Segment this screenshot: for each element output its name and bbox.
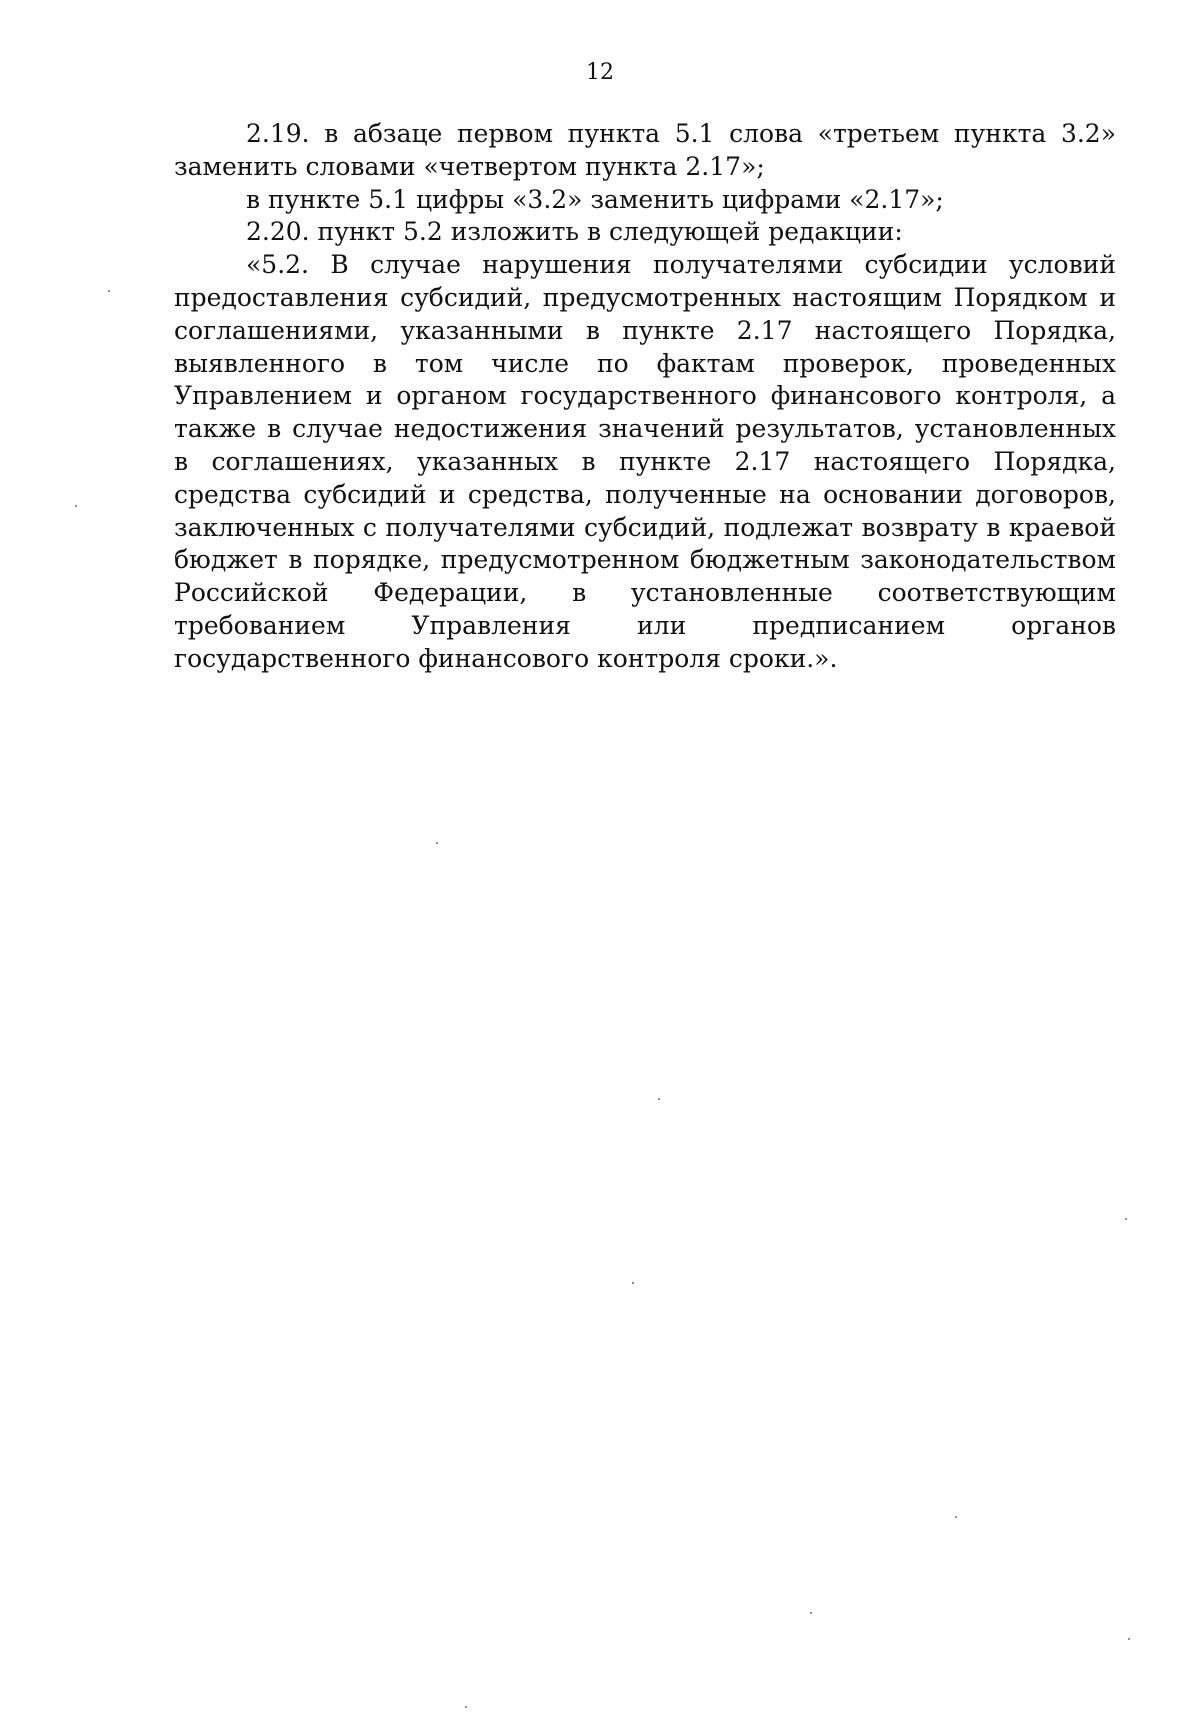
scan-speck (436, 842, 438, 844)
document-body (174, 118, 1116, 676)
scan-speck (955, 1516, 957, 1518)
scan-speck (75, 505, 77, 507)
scan-speck (1128, 1638, 1130, 1640)
scan-speck (465, 1706, 467, 1708)
scan-speck (108, 290, 110, 292)
scan-speck (658, 1098, 660, 1100)
paragraph-2-20: 2.20. пункт 5.2 изложить в следующей редакции: (246, 217, 903, 247)
paragraph-5-2-text: «5.2. В случае нарушения получателями субсидии условий предоставления субсидий, предусмотренных настоящим Порядком и соглашениями, указанными в пункте 2.17 настоящего Порядка, выявленного в том числе по фактам проверок, проведенных Управлением и органом государственного финансового контроля, а также в случае недостижения значений результатов, установленных в соглашениях, указанных в пункте 2.17 настоящего Порядка, средства субсидий и средства, полученные на основании договоров, заключенных с получателями субсидий, подлежат возврату в краевой бюджет в порядке, предусмотренном бюджетным законодательством Российской Федерации, в установленные соответствующим требованием Управления или предписанием органов государственного финансового контроля сроки.». (174, 250, 1116, 673)
page-number: 12 (586, 60, 614, 85)
scan-speck (632, 1282, 634, 1284)
paragraph-5-1-digits: в пункте 5.1 цифры «3.2» заменить цифрами «2.17»; (246, 184, 944, 214)
scan-speck (810, 1612, 812, 1614)
scan-speck (1125, 1218, 1127, 1220)
paragraph-2-19: 2.19. в абзаце первом пункта 5.1 слова «третьем пункта 3.2» заменить словами «четвертом пункта 2.17»; (174, 119, 1116, 181)
